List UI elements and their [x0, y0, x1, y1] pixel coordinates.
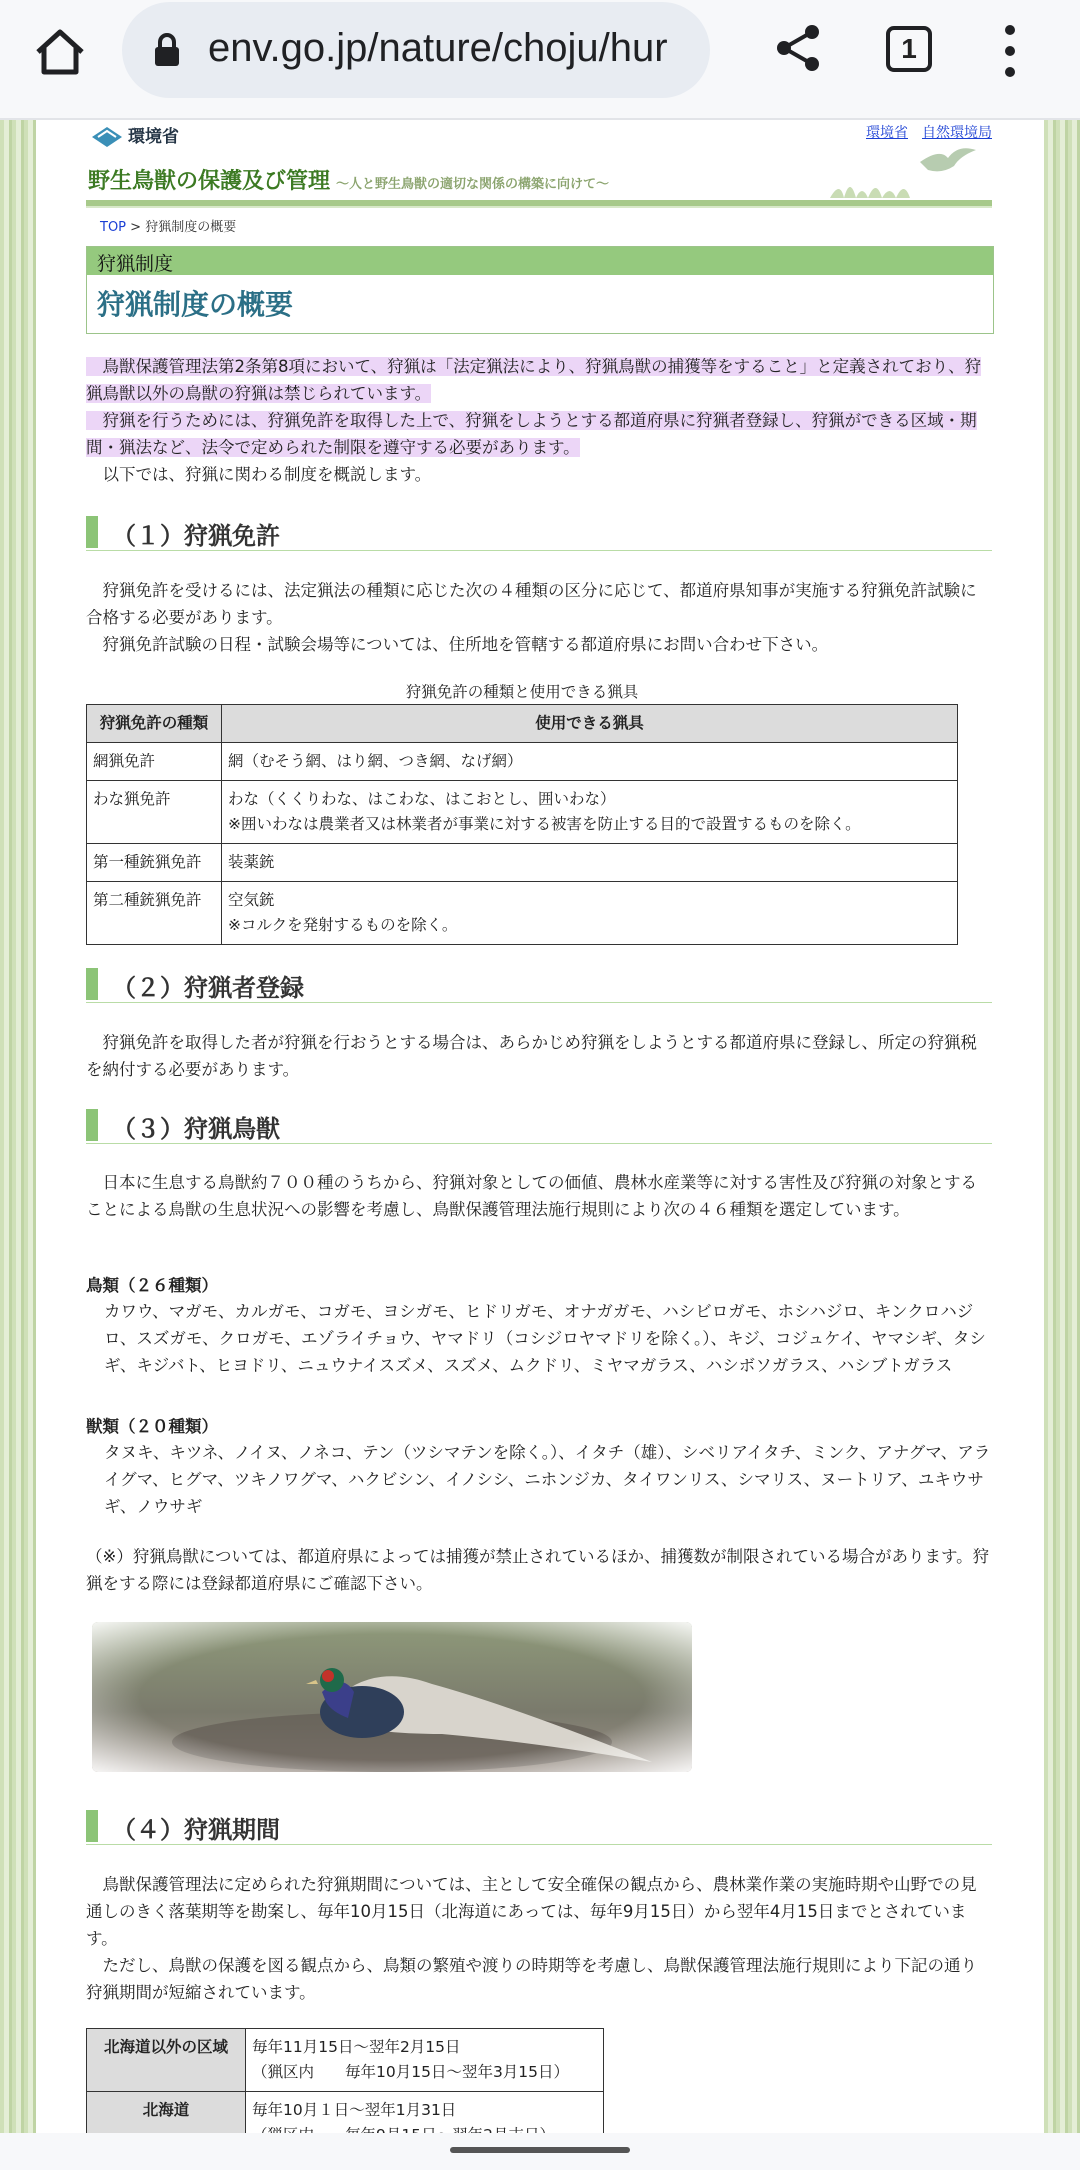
- pheasant-illustration: [92, 1622, 692, 1772]
- table-row: [87, 743, 958, 781]
- tools-text: 装薬銃: [228, 853, 275, 871]
- period-line: 毎年10月１日〜翌年1月31日: [252, 2101, 457, 2119]
- bird-grass-illustration: [830, 140, 980, 200]
- breadcrumb-top-link[interactable]: TOP: [100, 220, 127, 235]
- tab-switcher-button[interactable]: 1: [886, 26, 932, 72]
- section-marker: [86, 1109, 98, 1141]
- link-ministry[interactable]: 環境省: [866, 125, 908, 141]
- table-header: 使用できる猟具: [222, 705, 958, 743]
- beasts-heading: 獣類（２０種類）: [86, 1417, 218, 1436]
- section-heading-period: [86, 1810, 992, 1845]
- lock-icon: [152, 32, 182, 68]
- category-label: 狩猟制度: [87, 247, 993, 275]
- registration-paragraph: 狩猟免許を取得した者が狩猟を行おうとする場合は、あらかじめ狩猟をしようとする都道府県に登録し、所定の狩猟税を納付する必要があります。: [86, 1033, 977, 1079]
- link-nature-bureau[interactable]: 自然環境局: [922, 125, 992, 141]
- license-type: 第二種銃猟免許: [87, 882, 222, 945]
- ministry-logo-icon: [90, 125, 124, 149]
- intro-paragraph-1: [86, 353, 992, 407]
- intro-text-2: 狩猟を行うためには、狩猟免許を取得した上で、狩猟をしようとする都道府県に狩猟者登録し、狩猟ができる区域・期間・猟法など、法令で定められた制限を遵守する必要があります。: [86, 411, 977, 457]
- web-page: [0, 120, 1080, 2133]
- section-marker: [86, 516, 98, 548]
- game-note: （※）狩猟鳥獣については、都道府県によっては捕獲が禁止されているほか、捕獲数が制限されている場合があります。狩猟をする際には登録都道府県にご確認下さい。: [86, 1547, 990, 1593]
- overflow-menu-icon[interactable]: [998, 22, 1022, 80]
- table-row: [87, 844, 958, 882]
- section-title: （３）狩猟鳥獣: [112, 1115, 280, 1143]
- gesture-handle[interactable]: [450, 2147, 630, 2153]
- address-bar[interactable]: [122, 2, 710, 98]
- breadcrumb-current: 狩猟制度の概要: [145, 220, 237, 235]
- table-row: [87, 2029, 604, 2092]
- beasts-list: タヌキ、キツネ、ノイヌ、ノネコ、テン（ツシマテンを除く。）、イタチ（雄）、シベリアイタチ、ミンク、アナグマ、アライグマ、ヒグマ、ツキノワグマ、ハクビシン、イノシシ、ニホンジカ、タイワンリス、シマリス、ヌートリア、ユキウサギ、ノウサギ: [104, 1443, 991, 1516]
- table-header-row: [87, 705, 958, 743]
- tools-note: ※コルクを発射するものを除く。: [228, 916, 458, 934]
- home-icon[interactable]: [32, 24, 88, 80]
- site-title-text: 野生鳥獣の保護及び管理: [88, 169, 331, 194]
- section-marker: [86, 1810, 98, 1842]
- license-tools: [222, 882, 958, 945]
- section-title: （２）狩猟者登録: [112, 974, 304, 1002]
- tools-text: 空気銃: [228, 891, 275, 909]
- tools-text: わな（くくりわな、はこわな、はこおとし、囲いわな）: [228, 790, 616, 808]
- license-type: 網猟免許: [87, 743, 222, 781]
- license-table: [86, 704, 958, 945]
- period-cell: [246, 2029, 604, 2092]
- intro-paragraph-3: 以下では、狩猟に関わる制度を概説します。: [86, 465, 432, 484]
- region-cell: 北海道以外の区域: [87, 2029, 246, 2092]
- license-type: 第一種銃猟免許: [87, 844, 222, 882]
- header-divider: [86, 200, 992, 208]
- url-text: env.go.jp/nature/choju/hur: [208, 26, 668, 70]
- section-heading-license: [86, 516, 992, 551]
- table-row: [87, 781, 958, 844]
- region-cell: 北海道: [87, 2092, 246, 2155]
- tools-text: 網（むそう網、はり網、つき網、なげ網）: [228, 752, 523, 770]
- table-row: [87, 882, 958, 945]
- license-tools: [222, 844, 958, 882]
- license-type: わな猟免許: [87, 781, 222, 844]
- license-tools: [222, 743, 958, 781]
- period-paragraph-1: 鳥獣保護管理法に定められた狩猟期間については、主として安全確保の観点から、農林業作業の実施時期や山野での見通しのきく落葉期等を勘案し、毎年10月15日（北海道にあっては、毎年9月15日）から翌年4月15日までとされています。: [86, 1875, 977, 1948]
- period-paragraph-2: ただし、鳥獣の保護を図る観点から、鳥類の繁殖や渡りの時期等を考慮し、鳥獣保護管理法施行規則により下記の通り狩猟期間が短縮されています。: [86, 1956, 977, 2002]
- birds-list: カワウ、マガモ、カルガモ、コガモ、ヨシガモ、ヒドリガモ、オナガガモ、ハシビロガモ、ホシハジロ、キンクロハジロ、スズガモ、クロガモ、エゾライチョウ、ヤマドリ（コシジロヤマドリを除く。）、キジ、コジュケイ、ヤマシギ、タシギ、キジバト、ヒヨドリ、ニュウナイスズメ、スズメ、ムクドリ、ミヤマガラス、ハシボソガラス、ハシブトガラス: [104, 1302, 986, 1375]
- breadcrumb-separator: >: [126, 220, 146, 235]
- site-title[interactable]: [88, 164, 609, 195]
- section-title: （４）狩猟期間: [112, 1816, 280, 1844]
- pheasant-photo: [92, 1622, 692, 1772]
- section-heading-registration: [86, 968, 992, 1003]
- breadcrumb: [100, 216, 236, 235]
- browser-toolbar: [0, 0, 1080, 120]
- license-table-caption: 狩猟免許の種類と使用できる猟具: [405, 683, 639, 701]
- section-marker: [86, 968, 98, 1000]
- license-paragraph-2: 狩猟免許試験の日程・試験会場等については、住所地を管轄する都道府県にお問い合わせ下さい。: [86, 635, 829, 654]
- game-paragraph: 日本に生息する鳥獣約７００種のうちから、狩猟対象としての価値、農林水産業等に対する害性及び狩猟の対象とすることによる鳥獣の生息状況への影響を考慮し、鳥獣保護管理法施行規則により次の４６種類を選定しています。: [86, 1173, 977, 1219]
- ministry-name: 環境省: [128, 127, 179, 147]
- page-heading-box: [86, 246, 994, 334]
- header-links: [852, 122, 992, 142]
- intro-paragraph-2: [86, 407, 992, 461]
- tools-note: ※囲いわなは農業者又は林業者が事業に対する被害を防止する目的で設置するものを除く。: [228, 815, 861, 833]
- intro-text-1: 鳥獣保護管理法第2条第8項において、狩猟は「法定猟法により、狩猟鳥獣の捕獲等をすること」と定義されており、狩猟鳥獣以外の鳥獣の狩猟は禁じられています。: [86, 357, 982, 403]
- page-title: 狩猟制度の概要: [97, 288, 294, 321]
- license-tools: [222, 781, 958, 844]
- period-line: 毎年11月15日〜翌年2月15日: [252, 2038, 461, 2056]
- right-decor-strip: [1044, 120, 1080, 2133]
- license-paragraph-1: 狩猟免許を受けるには、法定猟法の種類に応じた次の４種類の区分に応じて、都道府県知事が実施する狩猟免許試験に合格する必要があります。: [86, 581, 977, 627]
- site-subtitle: 〜人と野生鳥獣の適切な関係の構築に向けて〜: [336, 177, 610, 192]
- left-decor-strip: [0, 120, 36, 2133]
- section-heading-game: [86, 1109, 992, 1144]
- period-line: （猟区内 毎年10月15日〜翌年3月15日）: [252, 2063, 570, 2081]
- birds-heading: 鳥類（２６種類）: [86, 1276, 218, 1295]
- section-title: （１）狩猟免許: [112, 522, 280, 550]
- table-header: 狩猟免許の種類: [87, 705, 222, 743]
- share-icon[interactable]: [772, 22, 824, 74]
- ministry-logo[interactable]: [90, 122, 179, 149]
- system-navigation-bar: [0, 2133, 1080, 2170]
